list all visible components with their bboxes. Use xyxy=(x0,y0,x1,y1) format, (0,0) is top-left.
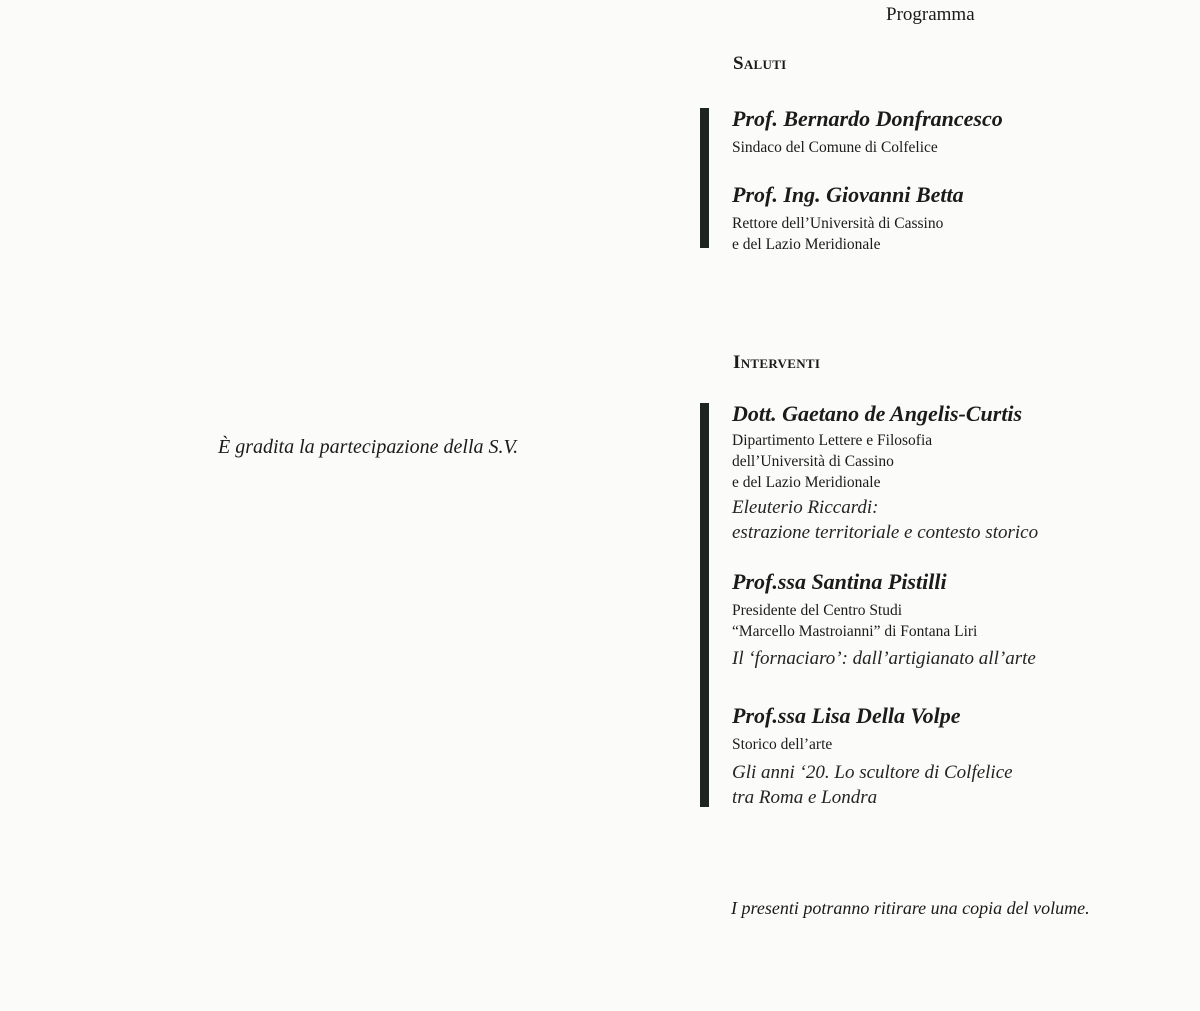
talk-title-line: Eleuterio Riccardi: xyxy=(732,497,879,518)
section-heading-saluti: Saluti xyxy=(733,53,787,74)
talk-title-line: estrazione territoriale e contesto storico xyxy=(732,522,1039,543)
program-title: Programma xyxy=(886,4,975,25)
talk-title-line: Gli anni ‘20. Lo scultore di Colfelice xyxy=(732,762,1013,783)
section-heading-interventi: Interventi xyxy=(733,352,821,373)
speaker-name-della-volpe: Prof.ssa Lisa Della Volpe xyxy=(732,703,961,728)
talk-title-line: Il ‘fornaciaro’: dall’artigianato all’arte xyxy=(732,648,1036,669)
speaker-role-line: e del Lazio Meridionale xyxy=(732,236,881,253)
speaker-role-line: Dipartimento Lettere e Filosofia xyxy=(732,432,933,449)
speaker-role-line: dell’Università di Cassino xyxy=(732,453,894,470)
talk-title-line: tra Roma e Londra xyxy=(732,787,878,808)
speaker-role-line: e del Lazio Meridionale xyxy=(732,474,881,491)
speaker-name-donfrancesco: Prof. Bernardo Donfrancesco xyxy=(732,106,1003,131)
closing-note: I presenti potranno ritirare una copia del volume. xyxy=(731,898,1090,918)
speaker-role-line: Storico dell’arte xyxy=(732,736,833,753)
speaker-name-betta: Prof. Ing. Giovanni Betta xyxy=(732,182,964,207)
speaker-role-line: Sindaco del Comune di Colfelice xyxy=(732,139,938,156)
saluti-vertical-rule xyxy=(700,108,709,248)
speaker-role-line: Presidente del Centro Studi xyxy=(732,602,903,619)
invitation-text: È gradita la partecipazione della S.V. xyxy=(218,436,519,458)
speaker-role-line: Rettore dell’Università di Cassino xyxy=(732,215,944,232)
speaker-name-pistilli: Prof.ssa Santina Pistilli xyxy=(732,569,947,594)
speaker-role-line: “Marcello Mastroianni” di Fontana Liri xyxy=(732,623,978,640)
speaker-name-de-angelis-curtis: Dott. Gaetano de Angelis-Curtis xyxy=(732,401,1023,426)
interventi-vertical-rule xyxy=(700,403,709,807)
